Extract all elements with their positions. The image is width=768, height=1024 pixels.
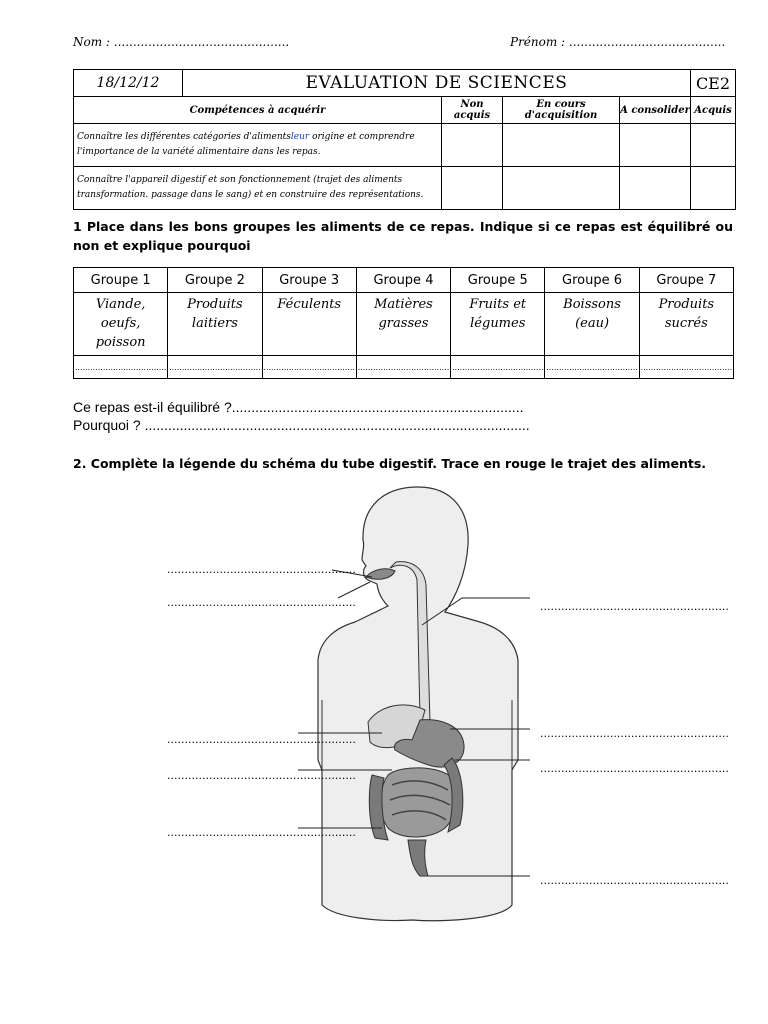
groups-answer-row bbox=[74, 356, 734, 379]
competence-1-text: Connaître les différentes catégories d'aliments bbox=[77, 132, 291, 142]
competence-row-1 bbox=[74, 124, 442, 167]
legend-blank-stomach[interactable]: ...................................................... bbox=[540, 727, 729, 740]
col-a-consolider: A consolider bbox=[620, 97, 691, 124]
competence-row-2: Connaître l'appareil digestif et son fonctionnement (trajet des aliments transformation. passage dans le sang) et en construire des représentations. bbox=[74, 167, 442, 210]
question-1: 1 Place dans les bons groupes les aliments de ce repas. Indique si ce repas est équilibré ou non et explique pourquoi bbox=[73, 219, 733, 253]
legend-blank-small-intestine[interactable]: ...................................................... bbox=[540, 762, 729, 775]
eval-date: 18/12/12 bbox=[74, 70, 183, 97]
group-4-content: Matières grasses bbox=[356, 293, 450, 356]
cell-2-acquis[interactable] bbox=[691, 167, 736, 210]
competence-1-text-2: origine et comprendre l'importance de la variété alimentaire dans les repas. bbox=[77, 132, 415, 157]
group-3-content: Féculents bbox=[262, 293, 356, 356]
group-2-name: Groupe 2 bbox=[168, 268, 262, 293]
legend-blank-liver[interactable]: ...................................................... bbox=[167, 733, 356, 746]
legend-blank-rectum[interactable]: ...................................................... bbox=[540, 874, 729, 887]
group-4-name: Groupe 4 bbox=[356, 268, 450, 293]
col-acquis: Acquis bbox=[691, 97, 736, 124]
col-en-cours: En cours d'acquisition bbox=[503, 97, 620, 124]
legend-blank-appendix[interactable]: ...................................................... bbox=[167, 826, 356, 839]
group-6-content: Boissons (eau) bbox=[545, 293, 639, 356]
competence-1-link: leur bbox=[290, 132, 310, 142]
legend-blank-large-intestine[interactable]: ...................................................... bbox=[167, 769, 356, 782]
group-7-answer[interactable]: .................................... bbox=[639, 356, 733, 379]
group-1-answer[interactable]: .................................... bbox=[74, 356, 168, 379]
group-6-name: Groupe 6 bbox=[545, 268, 639, 293]
group-6-answer[interactable]: .................................... bbox=[545, 356, 639, 379]
balanced-question[interactable]: Ce repas est-il équilibré ?........................................................................... bbox=[73, 399, 524, 415]
cell-1-en-cours[interactable] bbox=[503, 124, 620, 167]
legend-blank-mouth[interactable]: ...................................................... bbox=[167, 563, 356, 576]
group-4-answer[interactable]: .................................... bbox=[356, 356, 450, 379]
cell-1-non-acquis[interactable] bbox=[442, 124, 503, 167]
prenom-field[interactable]: Prénom : ......................................... bbox=[510, 35, 726, 49]
col-non-acquis: Non acquis bbox=[442, 97, 503, 124]
group-5-name: Groupe 5 bbox=[451, 268, 545, 293]
food-groups-table bbox=[73, 267, 734, 379]
group-3-name: Groupe 3 bbox=[262, 268, 356, 293]
eval-title: EVALUATION DE SCIENCES bbox=[183, 70, 691, 97]
cell-1-a-consolider[interactable] bbox=[620, 124, 691, 167]
group-2-content: Produits laitiers bbox=[168, 293, 262, 356]
group-7-name: Groupe 7 bbox=[639, 268, 733, 293]
group-3-answer[interactable]: .................................... bbox=[262, 356, 356, 379]
group-5-content: Fruits et légumes bbox=[451, 293, 545, 356]
groups-header-row bbox=[74, 268, 734, 293]
group-1-name: Groupe 1 bbox=[74, 268, 168, 293]
groups-content-row bbox=[74, 293, 734, 356]
nom-field[interactable]: Nom : .............................................. bbox=[73, 35, 290, 49]
group-2-answer[interactable]: .................................... bbox=[168, 356, 262, 379]
why-question[interactable]: Pourquoi ? ................................................................................................... bbox=[73, 417, 530, 433]
cell-2-non-acquis[interactable] bbox=[442, 167, 503, 210]
legend-blank-teeth[interactable]: ...................................................... bbox=[167, 596, 356, 609]
eval-level: CE2 bbox=[691, 70, 736, 97]
question-2: 2. Complète la légende du schéma du tube digestif. Trace en rouge le trajet des aliments. bbox=[73, 456, 707, 471]
cell-2-a-consolider[interactable] bbox=[620, 167, 691, 210]
col-competences: Compétences à acquérir bbox=[74, 97, 442, 124]
group-7-content: Produits sucrés bbox=[639, 293, 733, 356]
evaluation-table bbox=[73, 69, 736, 210]
cell-1-acquis[interactable] bbox=[691, 124, 736, 167]
group-1-content: Viande, oeufs, poisson bbox=[74, 293, 168, 356]
legend-blank-esophagus[interactable]: ...................................................... bbox=[540, 600, 729, 613]
group-5-answer[interactable]: .................................... bbox=[451, 356, 545, 379]
cell-2-en-cours[interactable] bbox=[503, 167, 620, 210]
digestive-system-diagram bbox=[0, 480, 768, 930]
